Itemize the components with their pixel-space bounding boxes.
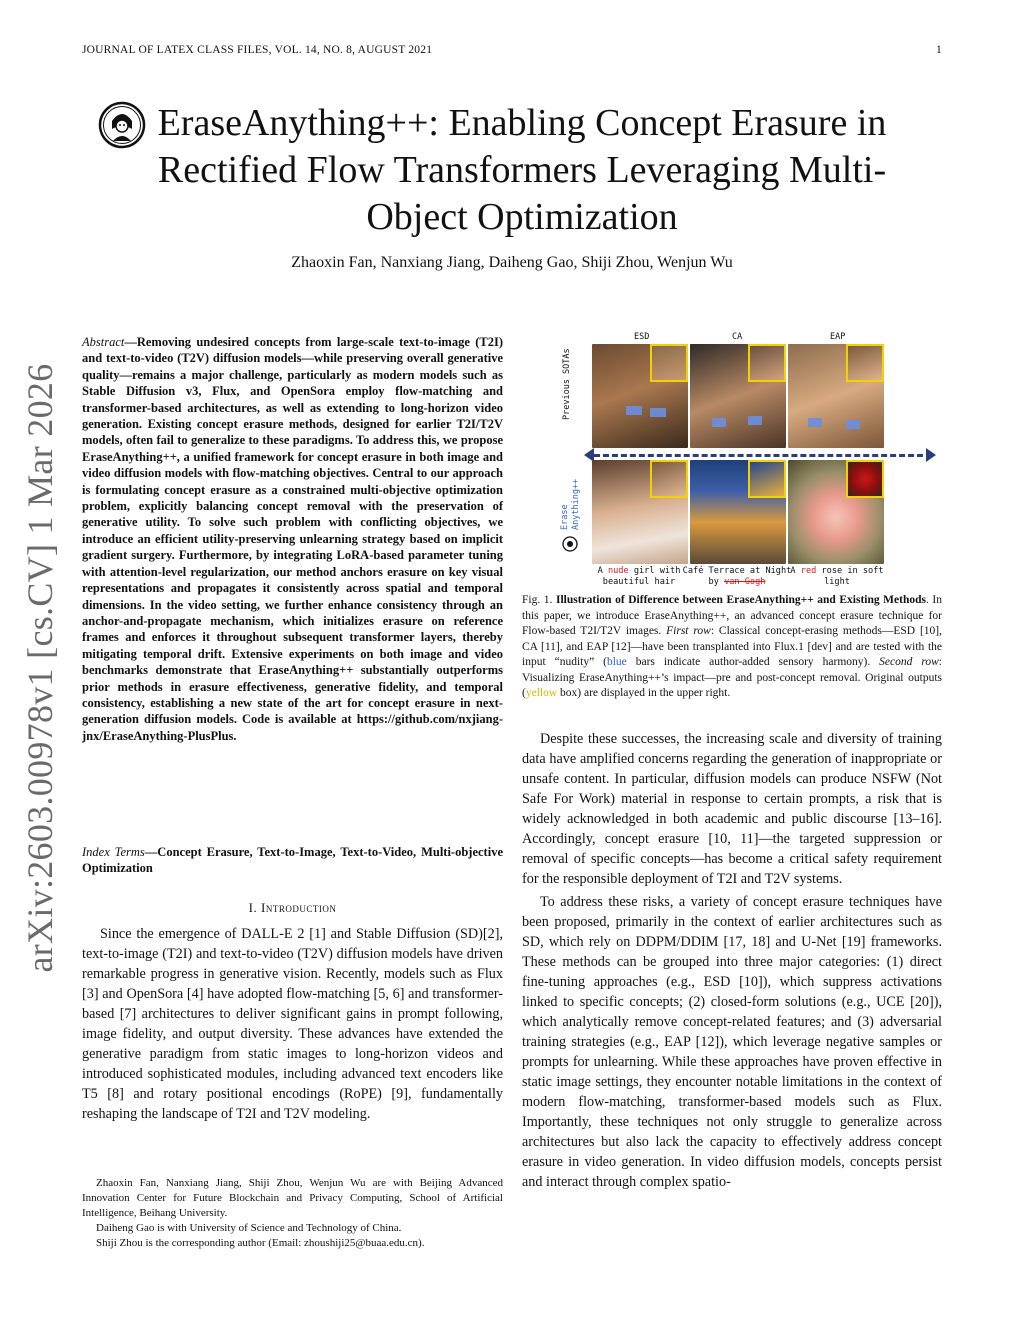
section-heading [82, 900, 503, 916]
prompt-text: A [790, 566, 801, 576]
abstract-label: Abstract [82, 335, 125, 349]
caption-color-word: blue [606, 656, 627, 668]
girl-original-thumbnail [650, 460, 688, 498]
divider-arrow-right-icon [926, 448, 936, 462]
figure-label: Fig. 1. [522, 594, 553, 606]
rose-original-thumbnail [846, 460, 884, 498]
arxiv-id: arXiv:2603.00978v1 [cs.CV] 1 Mar 2026 [20, 363, 60, 973]
footnote-corresponding: Shiji Zhou is the corresponding author (Email: zhoushiji25@buaa.edu.cn). [96, 1237, 425, 1249]
row-label-erase-anything: Erase Anything++ [560, 478, 581, 530]
index-terms-text: —Concept Erasure, Text-to-Image, Text-to-Video, Multi-objective Optimization [82, 845, 503, 876]
running-header [82, 44, 942, 56]
prompt-target-word: red [800, 566, 817, 576]
censor-bar [712, 418, 726, 427]
section-number: I. [248, 900, 258, 915]
caption-text: bars indicate author-added sensory harmony). [626, 656, 880, 668]
prompt-caption-cafe [682, 566, 792, 588]
page-number: 1 [936, 44, 942, 56]
abstract [82, 334, 503, 744]
col-label-esd: ESD [634, 332, 650, 342]
ca-original-thumbnail [748, 344, 786, 382]
prompt-text: rose in soft light [816, 566, 884, 587]
censor-bar [626, 406, 642, 415]
caption-text: box) are displayed in the upper right. [557, 687, 731, 699]
caption-text: First row [666, 625, 711, 637]
prompt-text: Café Terrace at Night by [682, 566, 792, 587]
censor-bar [808, 418, 822, 427]
index-terms [82, 844, 503, 877]
censor-bar [650, 408, 666, 417]
prompt-caption-girl [584, 566, 694, 588]
prompt-target-word: nude [607, 566, 629, 576]
caption-color-word: yellow [525, 687, 558, 699]
arxiv-stamp [14, 363, 66, 973]
caption-text: : Classical concept-erasing methods—ESD [10], CA [11], and EAP [12]—have been transplanted into Flux.1 [dev] and are tested with the input “nudity” ( [522, 625, 942, 668]
figure-caption-title: Illustration of Difference between EraseAnything++ and Existing Methods [555, 594, 926, 606]
eap-original-thumbnail [846, 344, 884, 382]
col-label-eap: EAP [830, 332, 846, 342]
figure-1 [552, 330, 942, 592]
body-paragraph: Despite these successes, the increasing scale and diversity of training data have amplified concerns regarding the generation of inappropriate or unsafe content. In particular, diffusion models can produce NSFW (Not Safe For Work) material in response to certain prompts, a risk that is widely acknowledged in both academic and public discourse [13–16]. Accordingly, concept erasure [10, 11]—the targeted suppression or removal of specific concepts—has become a critical safety requirement for the responsible deployment of T2I and T2V systems. [522, 731, 942, 887]
row-divider [594, 454, 932, 457]
right-column-body [522, 729, 942, 1195]
caption-text: : Visualizing EraseAnything++’s impact—pre and post-concept removal. Original outputs ( [522, 656, 942, 699]
caption-text: Second row [879, 656, 939, 668]
esd-original-thumbnail [650, 344, 688, 382]
prompt-text: A [597, 566, 608, 576]
footnotes [82, 1176, 503, 1251]
censor-bar [748, 416, 762, 425]
prompt-text: girl with beautiful hair [602, 566, 681, 587]
prompt-target-word: van Gogh [724, 577, 766, 587]
caption-text: . In this paper, we introduce EraseAnything++, an advanced concept erasure technique for Flow-based T2I/T2V images. [522, 594, 942, 637]
small-logo-icon [562, 536, 578, 552]
author-list: Zhaoxin Fan, Nanxiang Jiang, Daiheng Gao, Shiji Zhou, Wenjun Wu [291, 254, 733, 271]
section-title: Introduction [261, 900, 337, 915]
footnote-affiliation: Zhaoxin Fan, Nanxiang Jiang, Shiji Zhou, Wenjun Wu are with Beijing Advanced Innovation Center for Future Blockchain and Privacy Computing, School of Artificial Intelligence, Beihang University. [82, 1177, 503, 1219]
paper-title: EraseAnything++: Enabling Concept Erasure in Rectified Flow Transformers Leveraging Multi-Object Optimization [157, 102, 887, 238]
censor-bar [846, 420, 860, 429]
prompt-caption-rose [782, 566, 892, 588]
body-paragraph: To address these risks, a variety of concept erasure techniques have been proposed, primarily in the context of earlier architectures such as SD, which rely on DDPM/DDIM [17, 18] and U-Net [19] frameworks. These methods can be grouped into three major categories: (1) direct fine-tuning approaches (e.g., ESD [10]), which suppress activations linked to specific concepts; (2) closed-form solutions (e.g., UCE [20]), which analytically remove concept-related features; and (3) adversarial training strategies (e.g., EAP [12]), which leverage negative samples or prompts for unlearning. While these approaches have proven effective in static image settings, they encounter notable limitations in the context of modern flow-matching, transformer-based models such as Flux. Importantly, these techniques not only struggle to generalize across architectures but also lack the capacity to effectively address concept erasure in video generation. In video diffusion models, concepts persist and interact through complex spatio- [522, 894, 942, 1190]
intro-paragraph: Since the emergence of DALL-E 2 [1] and Stable Diffusion (SD)[2], text-to-image (T2I) and text-to-video (T2V) diffusion models have driven remarkable progress in generative vision. Recently, models such as Flux [3] and OpenSora [4] have adopted flow-matching [5, 6] and transformer-based [7] architectures to deliver significant gains in prompt following, image fidelity, and output diversity. These advances have extended the generative paradigm from static images to long-horizon videos and introduced sophisticated modules, including advanced text encoders like T5 [8] and rotary positional encodings (RoPE) [9], fundamentally reshaping the landscape of T2I and T2V modeling. [82, 926, 503, 1122]
journal-line: JOURNAL OF LATEX CLASS FILES, VOL. 14, NO. 8, AUGUST 2021 [82, 44, 433, 56]
abstract-text: —Removing undesired concepts from large-scale text-to-image (T2I) and text-to-video (T2V) diffusion models—while preserving overall generative quality—remains a major challenge, particularly as modern models such as Stable Diffusion v3, Flux, and OpenSora employ flow-matching and transformer-based architectures, as well as extending to long-horizon video generation. Existing concept erasure methods, designed for earlier T2I/T2V models, often fail to generalize to these paradigms. To address this, we propose EraseAnything++, a unified framework for concept erasure in both image and video diffusion models with flow-matching objectives. Central to our approach is formulating concept erasure as a constrained multi-objective optimization problem, explicitly balancing concept removal with the preservation of generative utility. To solve such problem with conflicting objectives, we introduce an efficient utility-preserving unlearning strategy based on implicit gradient surgery. Furthermore, by integrating LoRA-based parameter tuning with attention-level regularization, our method anchors erasure on key visual representations and propagates it consistently across spatial and temporal dimensions. In the video setting, we further enhance consistency through an anchor-and-propagate mechanism, which initializes erasure on reference frames and enforces it throughout subsequent transformer layers, thereby mitigating temporal drift. Extensive experiments on both image and video benchmarks demonstrate that EraseAnything++ substantially outperforms prior methods in erasure effectiveness, generative fidelity, and temporal consistency, establishing a new state of the art for concept erasure in next-generation diffusion models. Code is available at https://github.com/nxjiang-jnx/EraseAnything-PlusPlus. [82, 335, 503, 743]
row-label-previous-sotas: Previous SOTAs [562, 348, 572, 420]
col-label-ca: CA [732, 332, 743, 342]
index-terms-label: Index Terms [82, 845, 145, 859]
footnote-ustc: Daiheng Gao is with University of Science and Technology of China. [96, 1222, 402, 1234]
cafe-original-thumbnail [748, 460, 786, 498]
figure-caption [522, 593, 942, 702]
